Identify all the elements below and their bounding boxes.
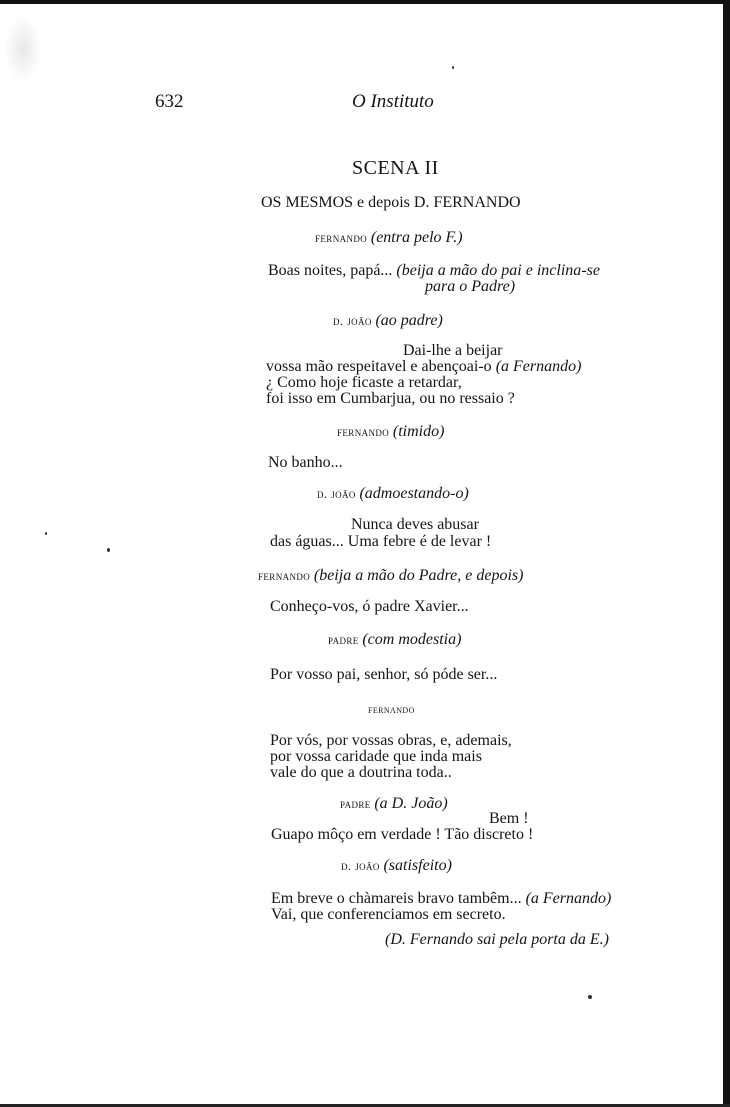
stage-direction: (admoestando-o) [359, 485, 469, 502]
verse-line: Nunca deves abusar [351, 516, 479, 533]
page-number: 632 [155, 91, 184, 112]
stage-direction: (timido) [392, 423, 445, 440]
verse-line: ¿ Como hoje ficaste a retardar, [266, 374, 462, 391]
stage-direction: (beija a mão do Padre, e depois) [313, 567, 524, 584]
running-title: O Instituto [352, 91, 434, 112]
speaker-name: fernando [315, 230, 368, 245]
stage-direction: para o Padre) [425, 278, 516, 295]
verse-line [266, 359, 581, 375]
verse-line [268, 263, 600, 279]
verse-line: Dai-lhe a beijar [403, 342, 503, 359]
stage-direction: (satisfeito) [383, 857, 452, 874]
ink-speck [452, 66, 454, 69]
speaker-cue [340, 796, 448, 812]
speaker-name: padre [340, 796, 371, 811]
speaker-cue [368, 702, 415, 718]
speaker-name: fernando [337, 424, 390, 439]
verse-line: Guapo môço em verdade ! Tão discreto ! [271, 826, 534, 843]
ink-speck [45, 532, 47, 535]
speaker-name: fernando [258, 568, 311, 583]
stage-direction: (D. Fernando sai pela porta da E.) [385, 931, 609, 948]
speaker-cue [315, 230, 463, 246]
verse-line [271, 891, 611, 907]
stage-direction: (a Fernando) [495, 358, 582, 375]
verse-text: vossa mão respeitavel e abençoai-o [266, 358, 496, 375]
stage-direction: (a Fernando) [525, 890, 612, 907]
speaker-name: d. joão [317, 486, 356, 501]
verse-line: Por vosso pai, senhor, só póde ser... [270, 666, 498, 683]
scan-border-right [723, 0, 730, 1107]
verse-line: por vossa caridade que inda mais [270, 748, 482, 765]
ink-speck [588, 995, 592, 999]
stage-direction: (entra pelo F.) [370, 229, 463, 246]
verse-line: foi isso em Cumbarjua, ou no ressaio ? [266, 390, 515, 407]
verse-line: das águas... Uma febre é de levar ! [270, 533, 492, 550]
speaker-cue [328, 632, 461, 648]
speaker-name: padre [328, 632, 359, 647]
verse-line: Bem ! [489, 810, 529, 827]
verse-line: No banho... [268, 454, 343, 471]
scan-border-top [0, 0, 730, 4]
verse-text: Boas noites, papá... [268, 262, 397, 279]
speaker-name: fernando [368, 704, 415, 716]
verse-text: Em breve o chàmareis bravo tambêm... [271, 890, 526, 907]
stage-direction: (a D. João) [374, 795, 448, 812]
paper-stain [4, 14, 42, 84]
speaker-cue [317, 486, 469, 502]
scene-characters: OS MESMOS e depois D. FERNANDO [261, 194, 521, 211]
speaker-cue [341, 858, 452, 874]
speaker-name: d. joão [333, 313, 372, 328]
verse-line: Vai, que conferenciamos em secreto. [271, 906, 506, 923]
verse-line: Conheço-vos, ó padre Xavier... [270, 598, 469, 615]
speaker-name: d. joão [341, 858, 380, 873]
speaker-cue [333, 313, 443, 329]
verse-line: vale do que a doutrina toda.. [270, 764, 452, 781]
verse-line: Por vós, por vossas obras, e, ademais, [270, 732, 512, 749]
stage-direction: (beija a mão do pai e inclina-se [396, 262, 600, 279]
stage-direction: (ao padre) [375, 312, 443, 329]
ink-speck [107, 548, 110, 552]
stage-direction: (com modestia) [362, 631, 462, 648]
speaker-cue [337, 424, 444, 440]
scene-title: SCENA II [352, 157, 439, 179]
speaker-cue [258, 568, 523, 584]
